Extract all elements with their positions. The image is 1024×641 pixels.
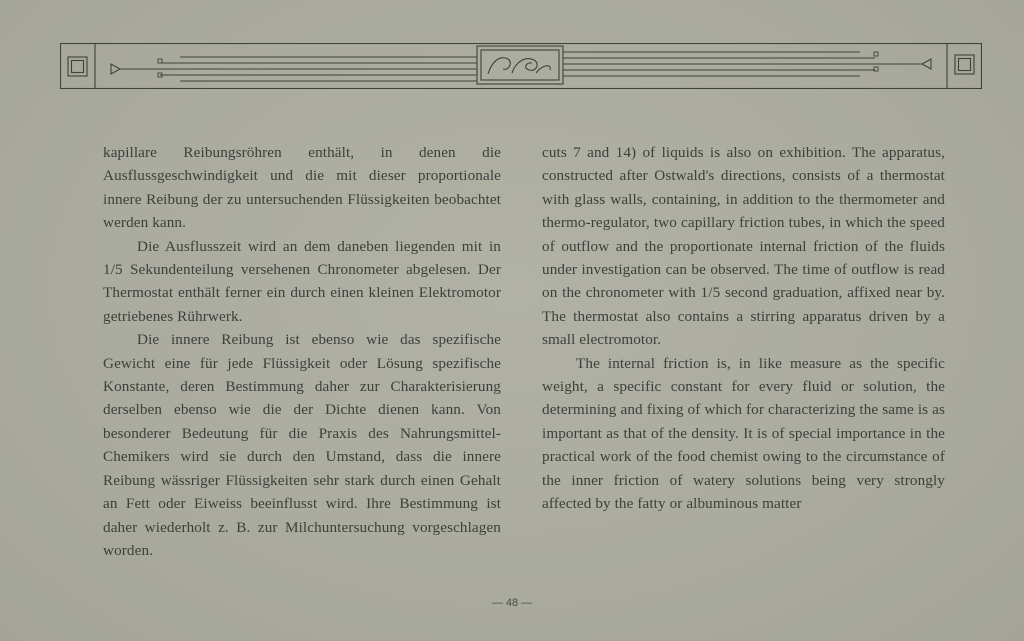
page-number: — 48 — [491,597,533,609]
paragraph: cuts 7 and 14) of liquids is also on exhibition. The apparatus, constructed after Ostwald's directions, consists of a thermostat with glass walls, containing, in addition to the thermometer and thermo-regulator, two capillary friction tubes, in which the speed of outflow and the proportionate internal friction of the fluids under investigation can be observed. The time of outflow is read on the chronometer with 1/5 second graduation, affixed near by. The thermostat also contains a stirring apparatus driven by a small electromotor. [542,144,945,349]
paragraph: Die Ausflusszeit wird an dem daneben liegenden mit in 1/5 Sekundenteilung versehenen Chronometer abgelesen. Der Thermostat enthält ferner ein durch einen kleinen Elektromotor getriebenes Rührwerk. [103,237,501,325]
english-text-column [542,141,945,516]
paragraph: kapillare Reibungsröhren enthält, in denen die Ausflussgeschwindigkeit und die mit dieser proportionale innere Reibung der zu untersuchenden Flüssigkeiten beobachtet werden kann. [103,144,501,232]
paragraph: Die innere Reibung ist ebenso wie das spezifische Gewicht eine für jede Flüssigkeit oder Lösung spezifische Konstante, deren Bestimmung daher zur Charakterisierung derselben ebenso wie die der Dichte dienen kann. Von besonderer Bedeutung für die Praxis des Nahrungsmittel-Chemikers wird sie durch den Umstand, dass die innere Reibung wässriger Flüssigkeiten sehr stark durch einen Gehalt an Fett oder Eiweiss beeinflusst wird. Ihre Bestimmung ist daher wiederholt z. B. zur Milchuntersuchung vorgeschlagen worden. [103,331,501,559]
german-text-column [103,141,501,562]
header-ornament [60,43,982,89]
paragraph: The internal friction is, in like measure as the specific weight, a specific constant for every fluid or solution, the determining and fixing of which for characterizing the same is as important as that of the density. It is of special importance in the practical work of the food chemist owing to the circumstance of the inner friction of watery solutions being very strongly affected by the fatty or albuminous matter [542,354,945,513]
